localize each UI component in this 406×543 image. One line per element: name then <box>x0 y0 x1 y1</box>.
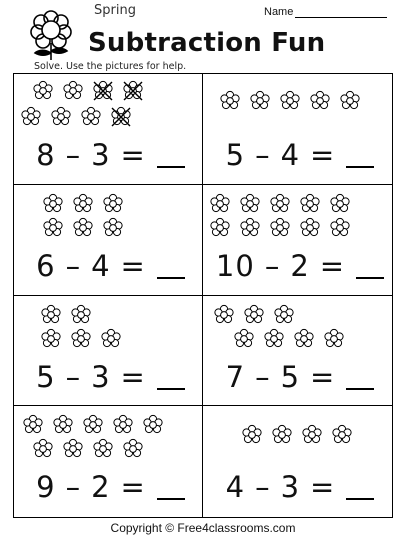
minus-sign: – <box>65 248 82 283</box>
problem-card <box>14 185 203 296</box>
flower-icon <box>52 414 74 436</box>
flower-icon <box>273 304 295 326</box>
equals-sign: = <box>310 138 336 172</box>
minus-sign: – <box>255 138 271 172</box>
flower-icon <box>269 193 291 215</box>
subtrahend: 5 <box>280 359 301 394</box>
flower-icon <box>80 106 102 128</box>
flower-icon <box>331 424 353 446</box>
flower-icon <box>70 304 92 326</box>
flower-icon <box>70 328 92 350</box>
problem-grid <box>13 73 393 518</box>
problem-card <box>14 296 203 407</box>
answer-blank[interactable] <box>346 360 374 390</box>
crossed-flower-icon <box>92 80 114 102</box>
flower-icon <box>112 414 134 436</box>
flower-icon <box>40 304 62 326</box>
flower-icon <box>32 438 54 460</box>
problem-card <box>14 406 203 517</box>
flower-icon <box>323 328 345 350</box>
subtrahend: 2 <box>290 248 310 283</box>
flower-group <box>203 185 392 243</box>
flower-icon <box>42 193 64 215</box>
answer-blank[interactable] <box>346 138 374 168</box>
equation <box>14 249 202 283</box>
problem-card <box>203 296 392 407</box>
flower-icon <box>20 106 42 128</box>
flower-logo-icon <box>22 9 80 61</box>
minus-sign: – <box>255 359 271 394</box>
flower-icon <box>142 414 164 436</box>
flower-icon <box>329 193 351 215</box>
equation <box>203 360 392 394</box>
flower-icon <box>72 193 94 215</box>
equals-sign: = <box>120 470 146 505</box>
minus-sign: – <box>264 248 281 283</box>
equation <box>14 360 202 394</box>
flower-icon <box>22 414 44 436</box>
flower-icon <box>241 424 263 446</box>
flower-icon <box>100 328 122 350</box>
flower-icon <box>92 438 114 460</box>
instructions: Solve. Use the pictures for help. <box>34 61 187 72</box>
flower-icon <box>32 80 54 102</box>
equation <box>14 138 202 172</box>
flower-icon <box>271 424 293 446</box>
equation <box>14 470 202 504</box>
name-label: Name <box>264 6 294 18</box>
flower-icon <box>301 424 323 446</box>
flower-group <box>14 74 202 132</box>
minuend: 8 <box>36 138 56 172</box>
answer-blank[interactable] <box>157 360 185 390</box>
subtrahend: 4 <box>91 248 111 283</box>
flower-icon <box>269 217 291 239</box>
flower-group <box>14 185 202 243</box>
flower-icon <box>243 304 265 326</box>
problem-card <box>14 74 203 185</box>
flower-icon <box>40 328 62 350</box>
flower-group <box>203 74 392 132</box>
minuend: 5 <box>225 138 246 172</box>
crossed-flower-icon <box>110 106 132 128</box>
answer-blank[interactable] <box>356 249 384 279</box>
flower-icon <box>213 304 235 326</box>
flower-icon <box>219 90 241 112</box>
flower-icon <box>122 438 144 460</box>
flower-icon <box>102 217 124 239</box>
flower-icon <box>263 328 285 350</box>
minuend: 6 <box>36 248 56 283</box>
flower-icon <box>249 90 271 112</box>
minus-sign: – <box>65 138 82 172</box>
equals-sign: = <box>120 138 146 172</box>
equation <box>203 470 392 504</box>
problem-card <box>203 406 392 517</box>
flower-icon <box>239 217 261 239</box>
flower-icon <box>299 193 321 215</box>
flower-icon <box>279 90 301 112</box>
page-title: Subtraction Fun <box>88 28 326 58</box>
minus-sign: – <box>255 470 271 505</box>
equals-sign: = <box>310 470 336 505</box>
flower-icon <box>42 217 64 239</box>
flower-icon <box>72 217 94 239</box>
flower-icon <box>62 438 84 460</box>
minuend: 10 <box>215 248 255 283</box>
answer-blank[interactable] <box>157 249 185 279</box>
name-field[interactable] <box>264 6 387 18</box>
flower-icon <box>299 217 321 239</box>
answer-blank[interactable] <box>346 470 374 500</box>
subtrahend: 2 <box>91 470 111 505</box>
flower-group <box>14 296 202 354</box>
equals-sign: = <box>310 359 336 394</box>
flower-icon <box>239 193 261 215</box>
minus-sign: – <box>65 359 82 394</box>
minuend: 4 <box>225 470 246 505</box>
equals-sign: = <box>319 248 346 283</box>
flower-icon <box>309 90 331 112</box>
page-subtitle: Spring <box>94 3 136 18</box>
minus-sign: – <box>65 470 82 505</box>
flower-icon <box>82 414 104 436</box>
minuend: 5 <box>36 359 56 394</box>
problem-card <box>203 185 392 296</box>
flower-group <box>203 296 392 354</box>
subtrahend: 3 <box>91 359 111 394</box>
flower-icon <box>50 106 72 128</box>
flower-icon <box>293 328 315 350</box>
problem-card <box>203 74 392 185</box>
flower-icon <box>102 193 124 215</box>
flower-icon <box>209 217 231 239</box>
flower-icon <box>339 90 361 112</box>
flower-icon <box>233 328 255 350</box>
equals-sign: = <box>120 248 146 283</box>
subtrahend: 3 <box>91 138 111 172</box>
name-blank-line[interactable] <box>295 7 387 18</box>
equals-sign: = <box>120 359 146 394</box>
equation <box>203 249 392 283</box>
answer-blank[interactable] <box>157 138 185 168</box>
flower-icon <box>329 217 351 239</box>
flower-group <box>14 406 202 464</box>
minuend: 9 <box>36 470 56 505</box>
flower-group <box>203 406 392 464</box>
subtrahend: 4 <box>280 138 301 172</box>
crossed-flower-icon <box>122 80 144 102</box>
answer-blank[interactable] <box>157 470 185 500</box>
flower-icon <box>209 193 231 215</box>
subtrahend: 3 <box>280 470 301 505</box>
equation <box>203 138 392 172</box>
copyright-footer: Copyright © Free4classrooms.com <box>110 521 296 535</box>
minuend: 7 <box>225 359 246 394</box>
flower-icon <box>62 80 84 102</box>
